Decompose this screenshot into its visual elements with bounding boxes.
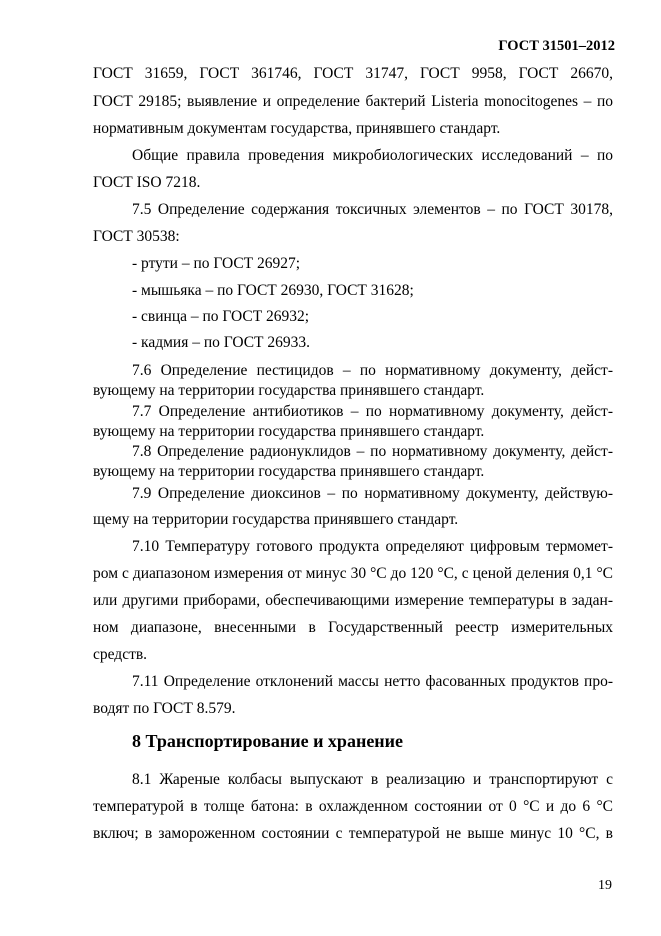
text-line: ГОСТ 29185; выявление и определение бактерий Listeria monocitogenes – по bbox=[93, 93, 613, 110]
text-line: ГОСТ 30538: bbox=[93, 228, 180, 245]
text-line: вующему на территории государства принявшего стандарт. bbox=[93, 423, 485, 440]
text-line: ром с диапазоном измерения от минус 30 °С до 120 °С, с ценой деления 0,1 °С bbox=[93, 565, 613, 582]
list-item: - ртути – по ГОСТ 26927; bbox=[132, 255, 301, 272]
text-line: 7.6 Определение пестицидов – по нормативному документу, дейст- bbox=[132, 362, 613, 379]
list-item: - кадмия – по ГОСТ 26933. bbox=[132, 334, 311, 351]
list-item: - мышьяка – по ГОСТ 26930, ГОСТ 31628; bbox=[132, 282, 414, 299]
text-line: 7.11 Определение отклонений массы нетто фасованных продуктов про- bbox=[132, 673, 613, 690]
document-code-header: ГОСТ 31501–2012 bbox=[498, 38, 615, 54]
text-line: включ; в замороженном состоянии с температурой не выше минус 10 °С, в bbox=[93, 825, 613, 842]
text-line: Общие правила проведения микробиологических исследований – по bbox=[132, 147, 613, 164]
text-line: 7.10 Температуру готового продукта определяют цифровым термомет- bbox=[132, 538, 613, 555]
text-line: 7.9 Определение диоксинов – по нормативному документу, действую- bbox=[132, 485, 613, 502]
text-line: щему на территории государства принявшего стандарт. bbox=[93, 511, 459, 528]
text-line: 7.5 Определение содержания токсичных элементов – по ГОСТ 30178, bbox=[132, 201, 613, 218]
text-line: или другими приборами, обеспечивающими измерение температуры в задан- bbox=[93, 592, 613, 609]
page-number: 19 bbox=[598, 878, 612, 893]
text-line: 7.8 Определение радионуклидов – по нормативному документу, дейст- bbox=[132, 443, 613, 460]
text-line: нормативным документам государства, принявшего стандарт. bbox=[93, 120, 501, 137]
text-line: водят по ГОСТ 8.579. bbox=[93, 700, 236, 717]
list-item: - свинца – по ГОСТ 26932; bbox=[132, 308, 310, 325]
section-heading: 8 Транспортирование и хранение bbox=[132, 731, 404, 751]
text-line: вующему на территории государства принявшего стандарт. bbox=[93, 463, 485, 480]
text-line: ГОСТ 31659, ГОСТ 361746, ГОСТ 31747, ГОСТ 9958, ГОСТ 26670, bbox=[93, 65, 613, 82]
text-line: 8.1 Жареные колбасы выпускают в реализацию и транспортируют с bbox=[132, 771, 613, 788]
text-line: 7.7 Определение антибиотиков – по нормативному документу, дейст- bbox=[132, 403, 613, 420]
text-line: ГОСТ ISO 7218. bbox=[93, 174, 201, 191]
text-line: ном диапазоне, внесенными в Государственный реестр измерительных bbox=[93, 619, 613, 636]
text-line: вующему на территории государства принявшего стандарт. bbox=[93, 382, 485, 399]
text-line: температурой в толще батона: в охлажденном состоянии от 0 °С и до 6 °С bbox=[93, 798, 613, 815]
text-line: средств. bbox=[93, 646, 148, 663]
